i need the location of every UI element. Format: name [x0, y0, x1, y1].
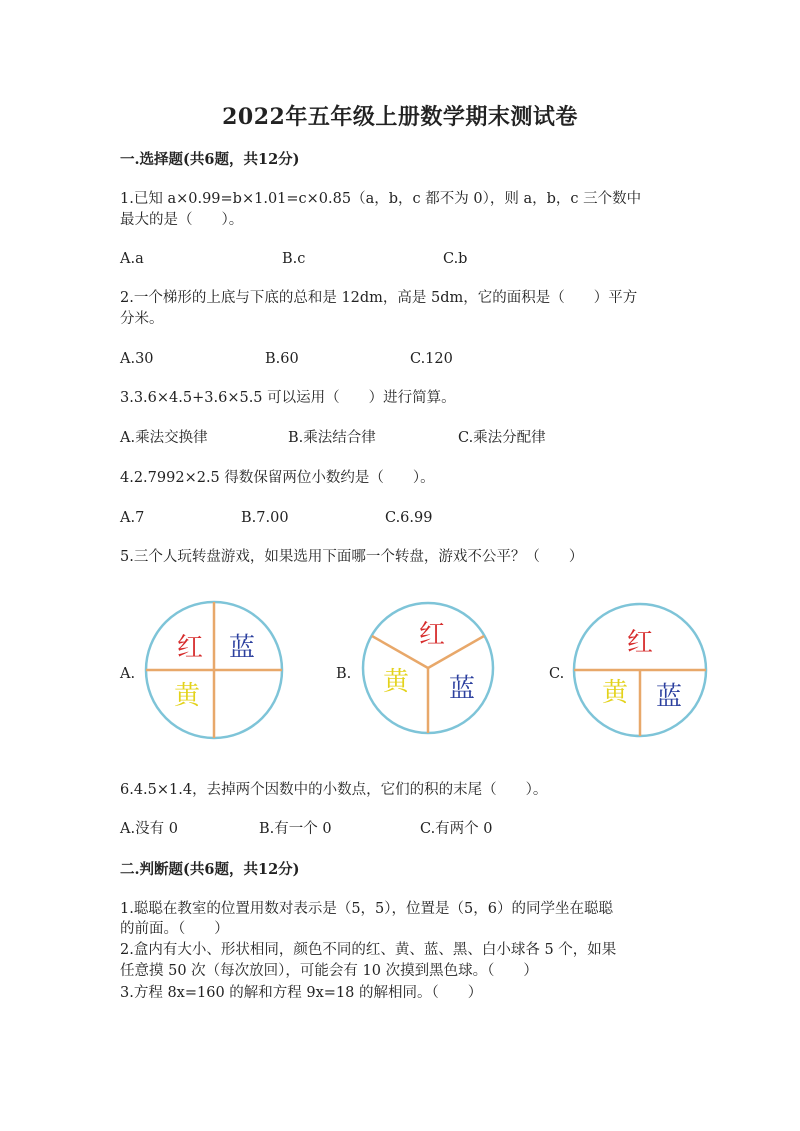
- judge-q3-line1: 3.方程 8x=160 的解和方程 9x=18 的解相同。（ ）: [120, 985, 483, 1001]
- spinner-b-word-red: 红: [418, 620, 446, 650]
- q4-option-b: B.7.00: [241, 510, 289, 526]
- spinner-b-word-yellow: 黄: [382, 667, 410, 697]
- judge-q1-line1: 1.聪聪在教室的位置用数对表示是（5，5），位置是（5，6）的同学坐在聪聪: [120, 901, 613, 917]
- q4-text-line1: 4.2.7992×2.5 得数保留两位小数约是（ ）。: [120, 470, 435, 486]
- q2-text-line1: 2.一个梯形的上底与下底的总和是 12dm，高是 5dm，它的面积是（ ）平方: [120, 290, 638, 306]
- q1-option-b: B.c: [282, 251, 306, 267]
- q6-option-a: A.没有 0: [120, 821, 178, 837]
- spinner-c-word-yellow: 黄: [601, 678, 629, 708]
- q6-text-line1: 6.4.5×1.4，去掉两个因数中的小数点，它们的积的末尾（ ）。: [120, 782, 548, 798]
- q2-option-a: A.30: [120, 351, 154, 367]
- q4-option-c: C.6.99: [385, 510, 433, 526]
- q2-option-c: C.120: [410, 351, 453, 367]
- q1-option-c: C.b: [443, 251, 468, 267]
- q1-text-line2: 最大的是（ ）。: [120, 212, 244, 228]
- q1-option-a: A.a: [120, 251, 144, 267]
- spinner-a-word-yellow: 黄: [173, 681, 201, 711]
- judge-q2-line1: 2.盒内有大小、形状相同，颜色不同的红、黄、蓝、黑、白小球各 5 个，如果: [120, 942, 617, 958]
- spinner-a-word-blue: 蓝: [228, 633, 256, 663]
- spinner-a-label: A.: [120, 666, 136, 682]
- spinner-c-label: C.: [549, 666, 565, 682]
- section1-heading: 一.选择题(共6题，共12分): [120, 151, 300, 168]
- q6-option-c: C.有两个 0: [420, 821, 493, 837]
- q2-text-line2: 分米。: [120, 311, 164, 327]
- spinner-c-word-red: 红: [626, 628, 654, 658]
- q2-option-b: B.60: [265, 351, 299, 367]
- spinner-a-word-red: 红: [176, 633, 204, 663]
- q5-text-line1: 5.三个人玩转盘游戏，如果选用下面哪一个转盘，游戏不公平？（ ）: [120, 549, 584, 565]
- q3-option-c: C.乘法分配律: [458, 430, 546, 446]
- page-title: 2022年五年级上册数学期末测试卷: [222, 104, 578, 130]
- section2-heading: 二.判断题(共6题，共12分): [120, 861, 300, 878]
- q4-option-a: A.7: [120, 510, 145, 526]
- q1-text-line1: 1.已知 a×0.99=b×1.01=c×0.85（a，b，c 都不为 0），则 a，b，c 三个数中: [120, 191, 642, 207]
- judge-q1-line2: 的前面。（ ）: [120, 921, 229, 937]
- q3-option-b: B.乘法结合律: [288, 430, 376, 446]
- spinner-c-word-blue: 蓝: [655, 682, 683, 712]
- judge-q2-line2: 任意摸 50 次（每次放回），可能会有 10 次摸到黑色球。（ ）: [120, 963, 538, 979]
- spinner-a: [146, 602, 282, 738]
- spinner-b-word-blue: 蓝: [448, 674, 476, 704]
- q3-text-line1: 3.3.6×4.5+3.6×5.5 可以运用（ ）进行简算。: [120, 390, 456, 406]
- spinner-b: [363, 603, 493, 733]
- spinner-b-label: B.: [336, 666, 352, 682]
- q3-option-a: A.乘法交换律: [120, 430, 208, 446]
- spinner-c: [574, 604, 706, 736]
- q6-option-b: B.有一个 0: [259, 821, 332, 837]
